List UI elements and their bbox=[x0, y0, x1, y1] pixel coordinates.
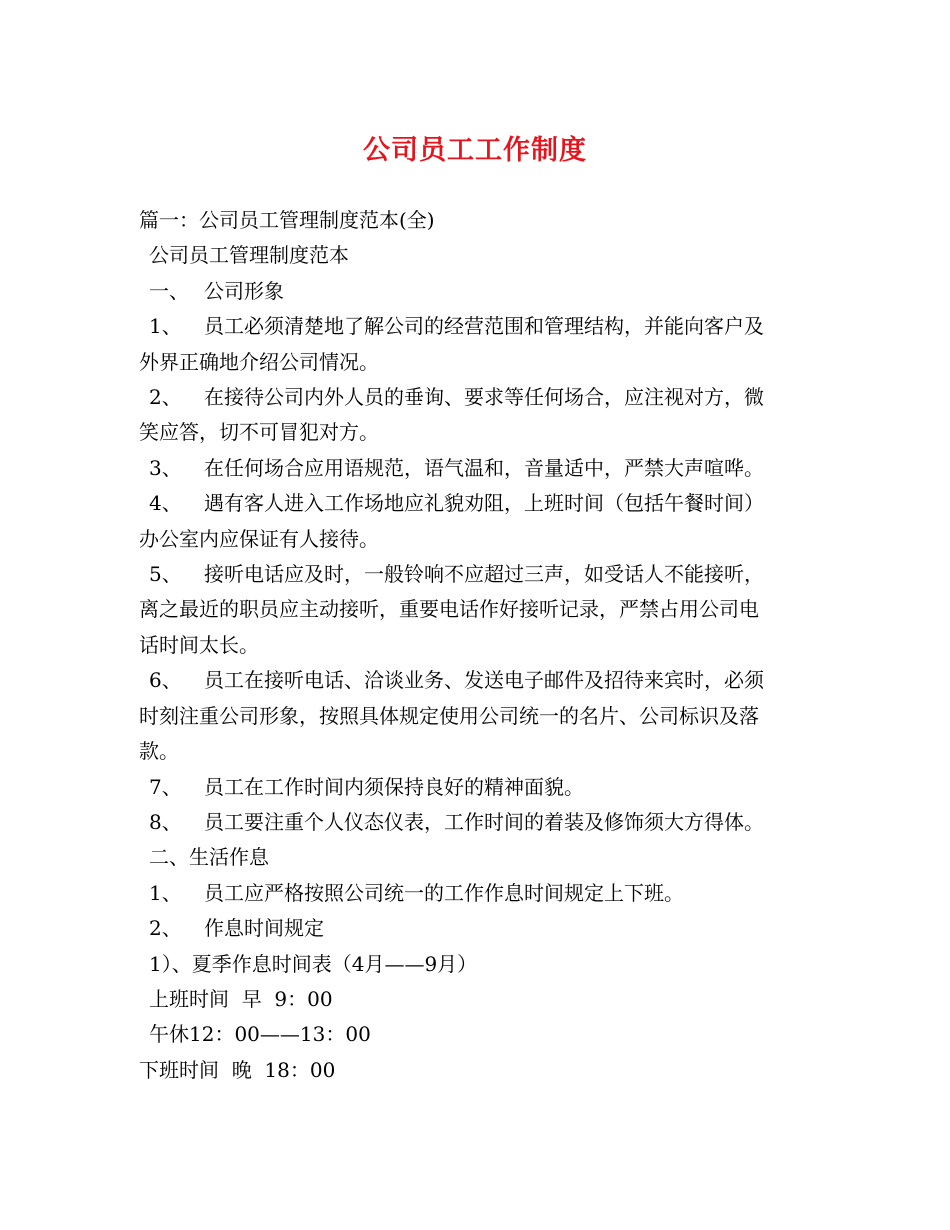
list-item bbox=[139, 805, 819, 840]
item-text: 作息时间规定 bbox=[204, 916, 324, 941]
item-text: 在接待公司内外人员的垂询、要求等任何场合，应注视对方，微 bbox=[204, 385, 764, 410]
heading-handbook: 公司员工管理制度范本 bbox=[149, 243, 349, 268]
item-number: 7、 bbox=[149, 774, 182, 799]
list-item bbox=[139, 309, 819, 344]
item-continuation: 款。 bbox=[139, 739, 179, 764]
item-number: 4、 bbox=[149, 491, 182, 516]
list-item bbox=[139, 770, 819, 805]
item-text: 员工在工作时间内须保持良好的精神面貌。 bbox=[204, 774, 584, 799]
item-number: 8、 bbox=[149, 809, 182, 834]
item-text: 员工应严格按照公司统一的工作作息时间规定上下班。 bbox=[204, 880, 684, 905]
item-text: 在任何场合应用语规范，语气温和，音量适中，严禁大声喧哗。 bbox=[204, 455, 764, 480]
item-continuation: 离之最近的职员应主动接听，重要电话作好接听记录，严禁占用公司电 bbox=[139, 597, 759, 622]
item-continuation: 办公室内应保证有人接待。 bbox=[139, 526, 379, 551]
item-number: 1、 bbox=[149, 314, 182, 339]
list-item bbox=[139, 557, 819, 592]
item-number: 6、 bbox=[149, 668, 182, 693]
item-continuation: 外界正确地介绍公司情况。 bbox=[139, 349, 379, 374]
schedule-start-time: 上班时间 早 9：00 bbox=[149, 986, 333, 1011]
item-text: 员工要注重个人仪态仪表，工作时间的着装及修饰须大方得体。 bbox=[204, 809, 764, 834]
section-number: 一、 bbox=[149, 278, 189, 303]
list-item bbox=[139, 663, 819, 698]
list-item bbox=[139, 451, 819, 486]
schedule-lunch-break: 午休12：00——13：00 bbox=[149, 1022, 371, 1047]
list-item bbox=[139, 486, 819, 521]
section-heading-company-image bbox=[139, 274, 819, 309]
item-number: 5、 bbox=[149, 562, 182, 587]
schedule-heading: 1）、夏季作息时间表（4月——9月） bbox=[149, 951, 478, 976]
section-heading-work-schedule: 二、生活作息 bbox=[149, 845, 269, 870]
item-continuation: 笑应答，切不可冒犯对方。 bbox=[139, 420, 379, 445]
item-text: 员工必须清楚地了解公司的经营范围和管理结构，并能向客户及 bbox=[204, 314, 764, 339]
list-item bbox=[139, 876, 819, 911]
document-body bbox=[139, 203, 819, 1088]
document-title: 公司员工工作制度 bbox=[363, 135, 587, 166]
list-item bbox=[139, 380, 819, 415]
item-number: 2、 bbox=[149, 916, 182, 941]
section-title: 公司形象 bbox=[204, 278, 284, 303]
item-continuation: 时刻注重公司形象，按照具体规定使用公司统一的名片、公司标识及落 bbox=[139, 703, 759, 728]
item-continuation: 话时间太长。 bbox=[139, 632, 259, 657]
item-text: 遇有客人进入工作场地应礼貌劝阻，上班时间（包括午餐时间） bbox=[204, 491, 764, 516]
item-number: 3、 bbox=[149, 455, 182, 480]
item-number: 2、 bbox=[149, 385, 182, 410]
heading-article-one: 篇一：公司员工管理制度范本(全) bbox=[139, 208, 435, 232]
item-text: 接听电话应及时，一般铃响不应超过三声，如受话人不能接听， bbox=[204, 562, 764, 587]
list-item bbox=[139, 911, 819, 946]
item-text: 员工在接听电话、洽谈业务、发送电子邮件及招待来宾时，必须 bbox=[204, 668, 764, 693]
schedule-end-time: 下班时间 晚 18：00 bbox=[139, 1057, 336, 1082]
item-number: 1、 bbox=[149, 880, 182, 905]
